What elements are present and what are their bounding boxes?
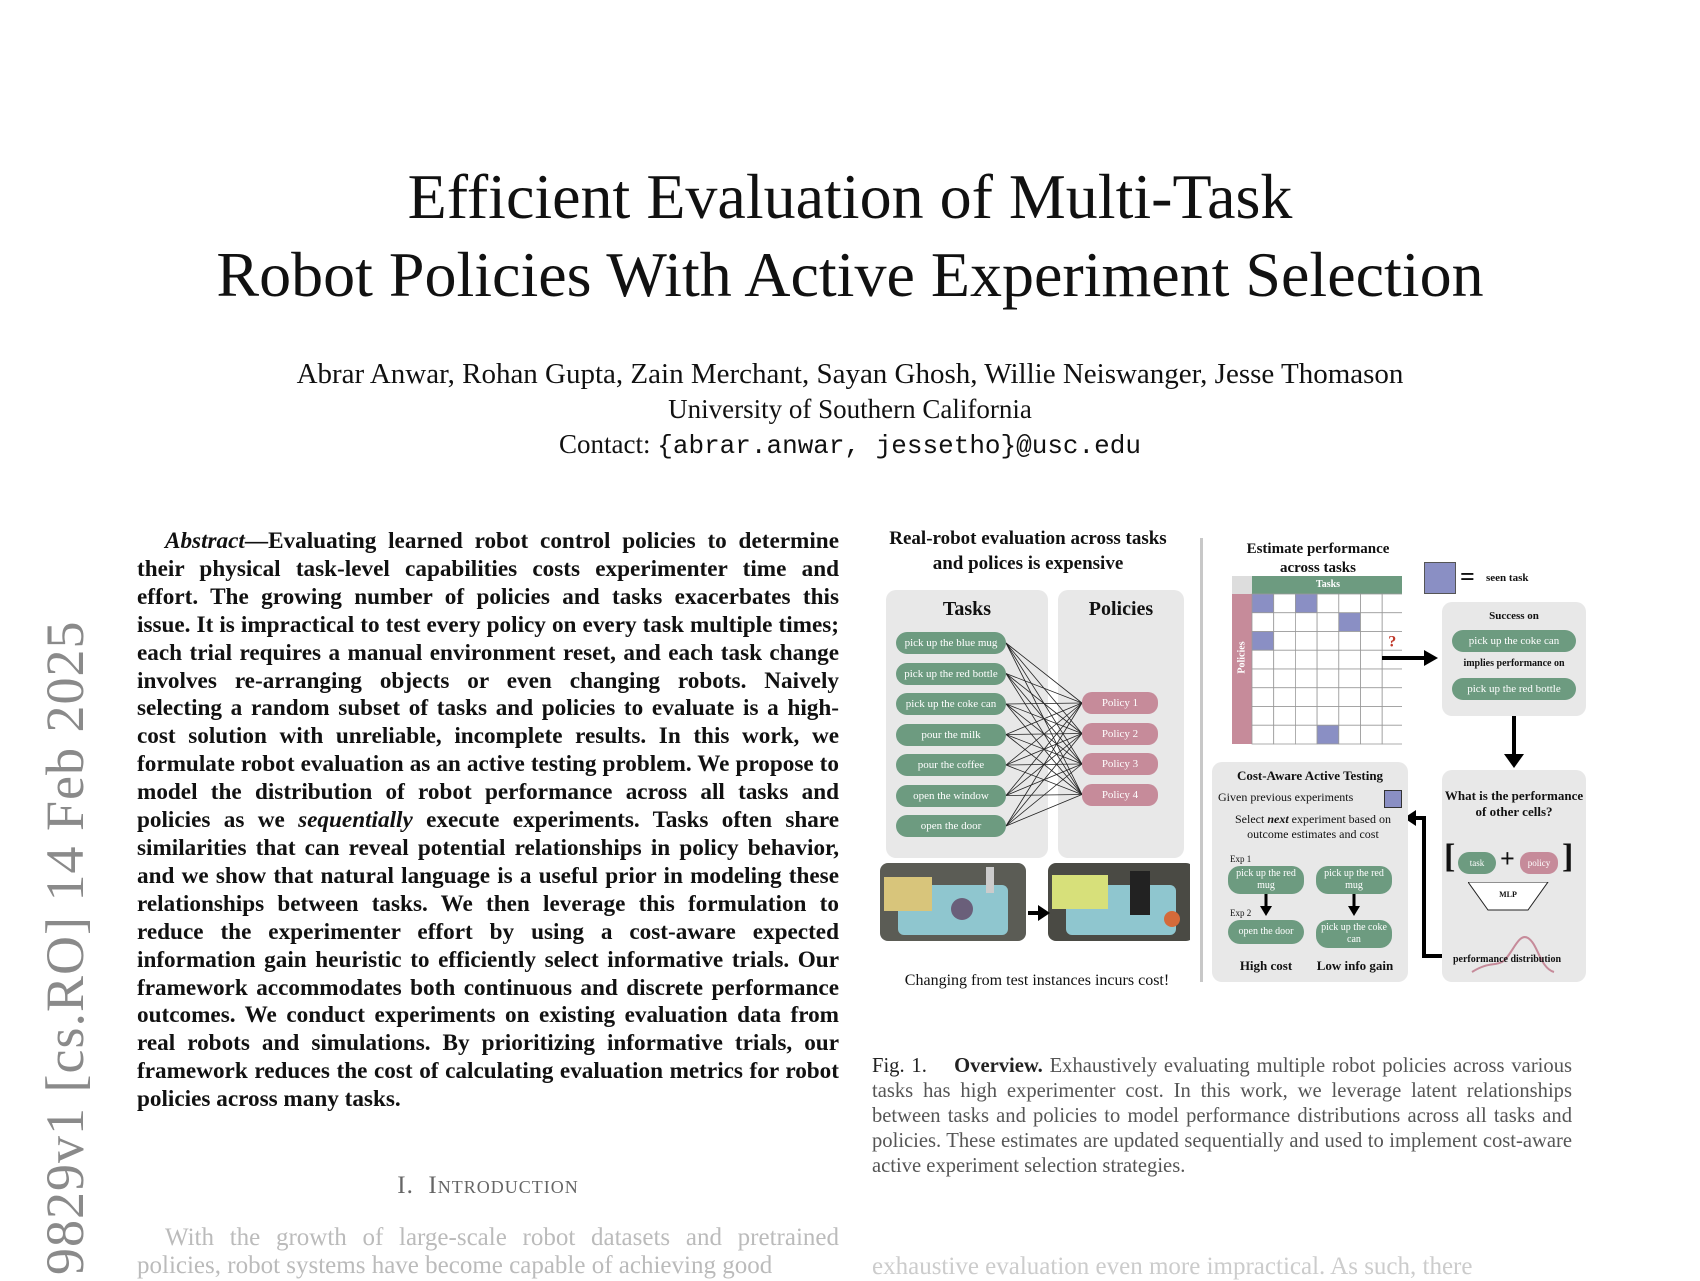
grid-cell	[1274, 707, 1296, 726]
grid-cell	[1317, 669, 1339, 688]
estimate-title: Estimate performance across tasks	[1246, 541, 1390, 576]
abstract-text-after: execute experiments. Tasks often share similarities that can reveal potential relationships in policy behavior, and we show that natural language is a useful prior in modeling these relationships between tasks. We then leverage this formulation to reduce the experimenter effort by using a cost-aware expected information gain heuristic to efficiently select informative trials. Our framework accommodates both continuous and discrete performance outcomes. We conduct experiments on existing evaluation data from real robots and simulations. By prioritizing informative trials, our framework reduces the cost of calculating evaluation metrics for robot policies across many tasks.	[137, 807, 840, 1113]
grid-cell	[1252, 688, 1274, 707]
mlp-policy-pill: policy	[1520, 852, 1558, 874]
figure-caption	[872, 1054, 1572, 1179]
grid-cell	[1295, 594, 1317, 613]
grid-cell	[1295, 669, 1317, 688]
implies-task-pill: pick up the red bottle	[1452, 678, 1576, 700]
grid-cell	[1295, 725, 1317, 744]
grid-cell	[1361, 688, 1383, 707]
equals-sign: =	[1460, 562, 1475, 591]
exp1-label: Exp 1	[1230, 854, 1252, 864]
grid-cell	[1274, 688, 1296, 707]
grid-cell	[1317, 632, 1339, 651]
left-exp1-pill: pick up the red mug	[1228, 866, 1304, 894]
connection-line	[1006, 643, 1082, 703]
grid-cell	[1382, 594, 1402, 613]
task-pill: pour the milk	[896, 724, 1006, 746]
policy-pill: Policy 3	[1082, 753, 1158, 775]
exp-arrows	[1228, 894, 1408, 918]
grid-cell	[1382, 688, 1402, 707]
grid-cell	[1339, 632, 1361, 651]
grid-cell	[1274, 725, 1296, 744]
select-pre: Select	[1235, 812, 1268, 826]
grid-cell	[1295, 688, 1317, 707]
section-title: Introduction	[428, 1172, 579, 1199]
task-pill: pick up the blue mug	[896, 632, 1006, 654]
plus-sign: +	[1500, 844, 1515, 873]
grid-cell	[1252, 650, 1274, 669]
affiliation: University of Southern California	[668, 394, 1032, 424]
grid-cell	[1361, 669, 1383, 688]
section-number: I.	[397, 1172, 414, 1199]
bracket-right: ]	[1562, 838, 1574, 875]
grid-cell	[1295, 613, 1317, 632]
abstract-text-before: Evaluating learned robot control policies to determine their physical task-level capabilities costs experimenter time and effort. The growing number of policies and tasks exacerbates this issue. It is impractical to test every policy on every task multiple times; each trial requires a manual environment reset, and each task change involves re-arranging objects or even changing robots. Naively selecting a random subset of tasks and policies to evaluate is a high-cost solution with unreliable, incomplete results. In this work, we formulate robot evaluation as an active testing problem. We propose to model the distribution of robot performance across all tasks and policies as we	[137, 528, 839, 834]
grid-cell	[1252, 613, 1274, 632]
abstract	[137, 528, 839, 1114]
connection-line	[1006, 703, 1082, 735]
task-pill: open the door	[896, 815, 1006, 837]
bracket-left: [	[1444, 838, 1456, 875]
caption-text: Exhaustively evaluating multiple robot policies across various tasks has high experimenter cost. In this work, we leverage latent relationships between tasks and policies to model performance distributions across all tasks and policies. These estimates are updated sequentially and used to implement cost-aware active experiment selection strategies.	[872, 1055, 1573, 1177]
grid-cell	[1339, 688, 1361, 707]
grid-cell	[1252, 725, 1274, 744]
grid-cell	[1252, 669, 1274, 688]
grid-cell	[1382, 669, 1402, 688]
grid-cell	[1295, 707, 1317, 726]
tasks-header: Tasks	[942, 598, 992, 620]
grid-policies-label: Policies	[1236, 641, 1248, 674]
seen-task-swatch	[1424, 562, 1456, 594]
arxiv-stamp: 9829v1 [cs.RO] 14 Feb 2025	[35, 620, 95, 1275]
grid-cell	[1361, 725, 1383, 744]
mlp-to-cost-arrow	[1404, 808, 1444, 968]
performance-grid	[1232, 576, 1402, 746]
select-post: experiment based on outcome estimates and cost	[1247, 812, 1391, 841]
left-exp2-pill: open the door	[1228, 920, 1304, 944]
grid-cell	[1317, 650, 1339, 669]
grid-cell	[1339, 707, 1361, 726]
connection-line	[1006, 674, 1082, 704]
policy-pill: Policy 4	[1082, 784, 1158, 806]
grid-cell	[1382, 613, 1402, 632]
success-on-label: Success on	[1489, 610, 1539, 622]
figure-1	[868, 518, 1588, 988]
grid-cell	[1339, 650, 1361, 669]
grid-cell	[1317, 707, 1339, 726]
grid-cell	[1274, 632, 1296, 651]
grid-cell	[1252, 632, 1274, 651]
success-task-pill: pick up the coke can	[1452, 630, 1576, 652]
task-pill: pick up the coke can	[896, 693, 1006, 715]
low-info-label: Low info gain	[1316, 958, 1394, 973]
task-pill: pour the coffee	[896, 754, 1006, 776]
title-line-1: Efficient Evaluation of Multi-Task	[407, 161, 1293, 232]
caption-bold: Overview.	[954, 1055, 1043, 1077]
policy-pill: Policy 1	[1082, 692, 1158, 714]
grid-cell	[1317, 725, 1339, 744]
grid-cell	[1274, 594, 1296, 613]
grid-cell	[1317, 688, 1339, 707]
grid-cell	[1361, 632, 1383, 651]
grid-cell	[1274, 669, 1296, 688]
high-cost-label: High cost	[1239, 958, 1293, 973]
figure-divider	[1200, 538, 1203, 982]
grid-cell	[1317, 594, 1339, 613]
grid-cell	[1295, 650, 1317, 669]
seen-task-label: seen task	[1486, 572, 1529, 584]
connection-line	[1006, 703, 1082, 704]
intro-text: With the growth of large-scale robot datasets and pretrained policies, robot systems have become capable of achieving good	[137, 1224, 839, 1279]
grid-cell	[1382, 725, 1402, 744]
grid-cell	[1252, 594, 1274, 613]
caption-fig-label: Fig. 1.	[872, 1055, 927, 1077]
contact	[0, 427, 1700, 463]
grid-cell	[1361, 594, 1383, 613]
mlp-task-pill: task	[1458, 852, 1496, 874]
robot-photos	[880, 863, 1190, 963]
grid-cell	[1295, 632, 1317, 651]
right-column-fragment: exhaustive evaluation even more impractical. As such, there	[872, 1253, 1473, 1280]
contact-label: Contact:	[559, 429, 658, 459]
grid-tasks-label: Tasks	[1315, 579, 1341, 590]
grid-cell	[1252, 707, 1274, 726]
photo-caption: Changing from test instances incurs cost!	[904, 972, 1170, 989]
success-to-question-arrow	[1502, 716, 1526, 776]
grid-cell	[1339, 669, 1361, 688]
grid-cell	[1339, 725, 1361, 744]
grid-cell	[1317, 613, 1339, 632]
given-prev: Given previous experiments	[1218, 790, 1354, 804]
section-heading	[137, 1172, 839, 1200]
connection-line	[1006, 795, 1082, 827]
policy-pill: Policy 2	[1082, 723, 1158, 745]
grid-cell	[1361, 613, 1383, 632]
authors: Abrar Anwar, Rohan Gupta, Zain Merchant, Sayan Ghosh, Willie Neiswanger, Jesse Thomason	[296, 358, 1404, 390]
unknown-cell-mark: ?	[1388, 633, 1397, 651]
given-prev-swatch	[1384, 790, 1402, 808]
grid-cell	[1274, 613, 1296, 632]
implies-label: implies performance on	[1463, 658, 1565, 669]
select-next-text	[1218, 812, 1408, 842]
task-pill: open the window	[896, 785, 1006, 807]
mlp-label: MLP	[1499, 890, 1517, 899]
grid-cell	[1274, 650, 1296, 669]
perf-dist-label: performance distribution	[1452, 954, 1562, 965]
connection-line	[1006, 703, 1082, 796]
connection-line	[1006, 734, 1082, 827]
abstract-emph: sequentially	[298, 807, 413, 834]
paper-title	[0, 158, 1700, 314]
grid-cell	[1361, 650, 1383, 669]
question-title: What is the performance of other cells?	[1444, 788, 1584, 819]
exp2-label: Exp 2	[1230, 908, 1252, 918]
contact-email[interactable]: {abrar.anwar, jessetho}@usc.edu	[657, 431, 1141, 461]
policies-header: Policies	[1088, 598, 1154, 620]
title-line-2: Robot Policies With Active Experiment Selection	[216, 239, 1484, 310]
right-exp2-pill: pick up the coke can	[1316, 920, 1392, 948]
cost-aware-title: Cost-Aware Active Testing	[1236, 768, 1384, 783]
task-pill: pick up the red bottle	[896, 663, 1006, 685]
abstract-label: Abstract	[165, 528, 245, 554]
left-figure-title: Real-robot evaluation across tasks and polices is expensive	[889, 528, 1167, 574]
select-emph: next	[1267, 812, 1289, 826]
grid-cell	[1361, 707, 1383, 726]
right-exp1-pill: pick up the red mug	[1316, 866, 1392, 894]
grid-cell	[1339, 613, 1361, 632]
grid-cell	[1339, 594, 1361, 613]
grid-to-success-arrow	[1382, 648, 1442, 668]
grid-cell	[1382, 707, 1402, 726]
abstract-dash: —	[244, 528, 269, 554]
